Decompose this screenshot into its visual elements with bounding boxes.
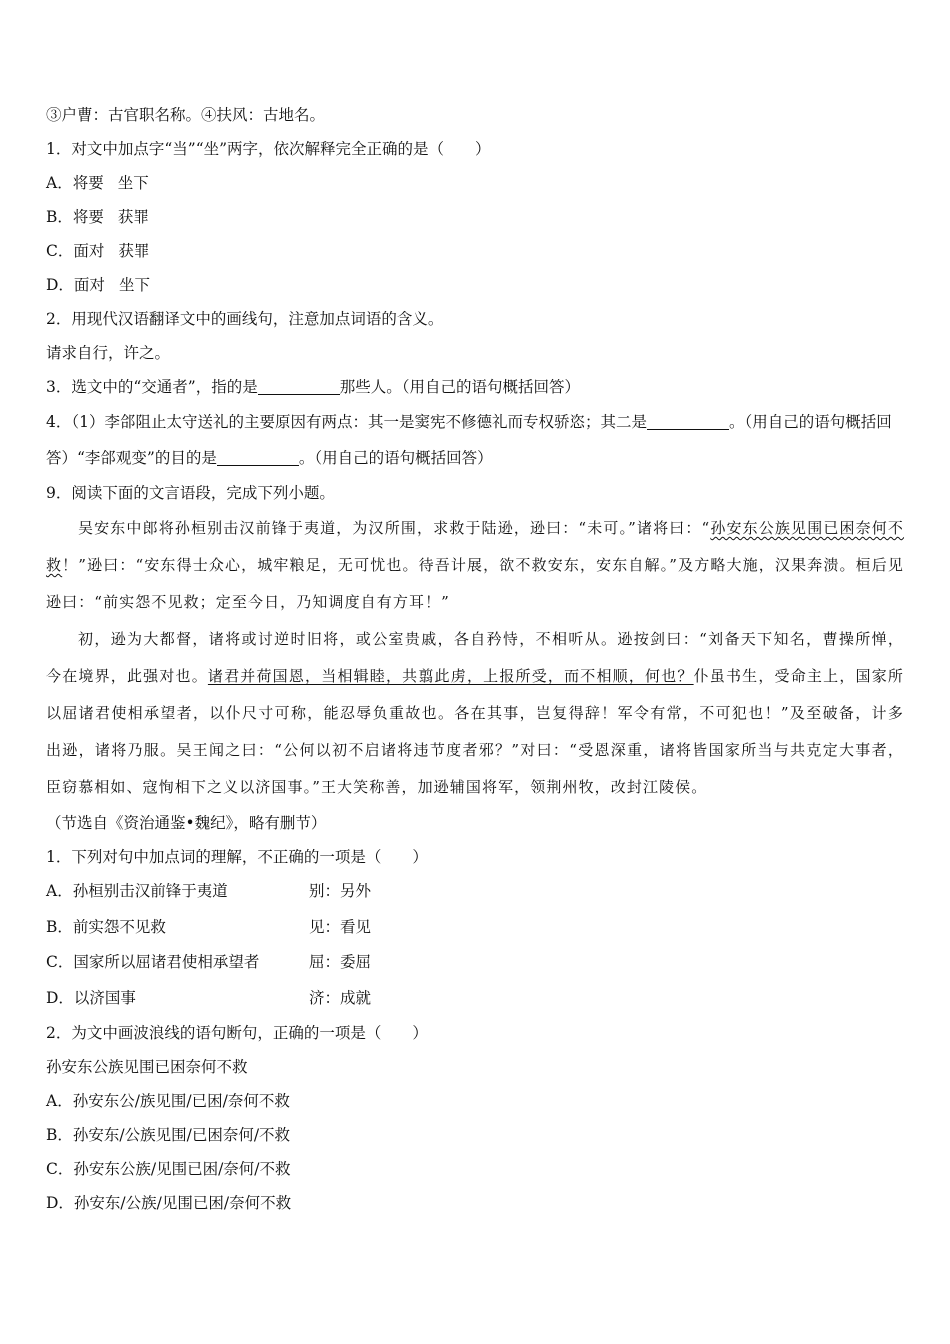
reading-question-2-option-a: A．孙安东公/族见围/已困/奈何不救 [46,1092,290,1110]
reading-question-1-option-b: B．前实怨不见救 见：看见 [46,917,372,936]
reading-question-2-option-c: C．孙安东公族/见围已困/奈何/不救 [46,1160,291,1178]
reading-heading: 9．阅读下面的文言语段，完成下列小题。 [46,484,335,502]
footnotes: ③户曹：古官职名称。④扶风：古地名。 [46,106,326,124]
answer-blank [217,447,299,466]
passage-paragraph-1: 吴安东中郎将孙桓别击汉前锋于夷道，为汉所围，求救于陆逊，逊曰：“未可。”诸将曰：“孙安东公族见围已困奈何不救！”逊曰：“安东得士众心，城牢粮足，无可忧也。待吾计展，欲不救安东，安东自解。”及方略大施，汉果奔溃。桓后见逊曰：“前实怨不见救；定至今日，乃知调度自有方耳！” [46,519,905,611]
question-1-stem: 1．对文中加点字“当”“坐”两字，依次解释完全正确的是（ ） [46,140,491,158]
reading-question-1-option-a: A．孙桓别击汉前锋于夷道 别：另外 [46,882,372,900]
question-2-sentence: 请求自行，许之。 [46,344,171,362]
question-1-option-c: C．面对 获罪 [46,242,150,260]
answer-blank [647,411,729,430]
passage-source: （节选自《资治通鉴•魏纪》，略有删节） [46,814,327,832]
question-1-option-b: B．将要 获罪 [46,208,149,226]
reading-question-2-option-d: D．孙安东/公族/见围已困/奈何不救 [46,1194,292,1212]
question-4: 4．（1）李郃阻止太守送礼的主要原因有两点：其一是窦宪不修德礼而专权骄恣；其二是 。（用自己的语句概括回答）“李郃观变”的目的是 。（用自己的语句概括回答） [46,413,892,467]
wavy-underlined-sentence: 孙安东公族见围已困奈何不救 [46,519,905,574]
reading-question-1-option-c: C．国家所以屈诸君使相承望者 屈：委屈 [46,953,372,971]
document-page [46,98,904,1220]
reading-question-2-stem: 2．为文中画波浪线的语句断句，正确的一项是（ ） [46,1024,428,1042]
question-1-option-d: D．面对 坐下 [46,276,150,294]
reading-question-2-option-b: B．孙安东/公族见围/已困奈何/不救 [46,1126,291,1144]
reading-question-1-option-d: D．以济国事 济：成就 [46,988,372,1007]
reading-question-1-stem: 1．下列对句中加点词的理解，不正确的一项是（ ） [46,848,428,866]
reading-question-2-sentence: 孙安东公族见围已困奈何不救 [46,1058,248,1076]
underlined-sentence: 诸君并荷国恩，当相辑睦，共翦此虏，上报所受，而不相顺，何也？ [207,667,694,685]
answer-blank [258,376,340,395]
question-2-stem: 2．用现代汉语翻译文中的画线句，注意加点词语的含义。 [46,310,444,328]
question-1-option-a: A．将要 坐下 [46,174,149,192]
classical-passage [46,510,904,806]
passage-paragraph-2: 初，逊为大都督，诸将或讨逆时旧将，或公室贵戚，各自矜恃，不相听从。逊按剑曰：“刘备天下知名，曹操所惮，今在境界，此强对也。诸君并荷国恩，当相辑睦，共翦此虏，上报所受，而不相顺，何也？仆虽书生，受命主上，国家所以屈诸君使相承望者，以仆尺寸可称，能忍辱负重故也。各在其事，岂复得辞！军令有常，不可犯也！”及至破备，计多出逊，诸将乃服。吴王闻之曰：“公何以初不启诸将违节度者邪？”对曰：“受恩深重，诸将皆国家所当与共克定大事者，臣窃慕相如、寇恂相下之义以济国事。”王大笑称善，加逊辅国将军，领荆州牧，改封江陵侯。 [46,630,904,796]
question-3: 3．选文中的“交通者”，指的是 那些人。（用自己的语句概括回答） [46,378,580,396]
